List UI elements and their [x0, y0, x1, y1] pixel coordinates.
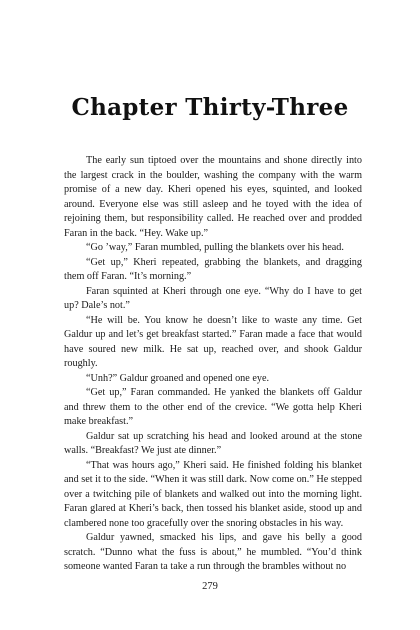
paragraph: “That was hours ago,” Kheri said. He finished folding his blanket and set it to the side. “When it was still dark. Now come on.” He stepped over a twitching pile of blankets and walked out into the morning light. Faran glared at Kheri’s back, then tossed his blanket aside, stood up and clambered none too gracefully over the snoring obstacles in his way.: [64, 459, 362, 529]
paragraph: “Go ’way,” Faran mumbled, pulling the blankets over his head.: [86, 242, 344, 253]
paragraph: “Get up,” Kheri repeated, grabbing the blankets, and dragging them off Faran. “It’s morning.”: [64, 256, 362, 282]
paragraph: The early sun tiptoed over the mountains and shone directly into the largest crack in the boulder, washing the company with the warm promise of a new day. Kheri opened his eyes, squinted, and looked around. Everyone else was still asleep and he toyed with the idea of rejoining them, but responsibility called. He reached over and prodded Faran in the back. “Hey. Wake up.”: [64, 155, 362, 239]
paragraph: “He will be. You know he doesn’t like to waste any time. Get Galdur up and let’s get breakfast started.” Faran made a face that would have soured new milk. He sat up, reached over, and shook Galdur roughly.: [64, 314, 362, 369]
paragraph: Galdur yawned, smacked his lips, and gave his belly a good scratch. “Dunno what the fuss is about,” he mumbled. “You’d think someone wanted Faran ta take a run through the brambles without no: [64, 532, 362, 572]
paragraph: Faran squinted at Kheri through one eye. “Why do I have to get up? Dale’s not.”: [64, 285, 362, 311]
page-number: 279: [202, 581, 218, 592]
chapter-title: Chapter Thirty-Three: [71, 94, 349, 121]
paragraph: Galdur sat up scratching his head and looked around at the stone walls. “Breakfast? We just ate dinner.”: [64, 430, 362, 456]
paragraph: “Get up,” Faran commanded. He yanked the blankets off Galdur and threw them to the other end of the crevice. “We gotta help Kheri make breakfast.”: [64, 387, 362, 427]
chapter-body: [64, 154, 362, 575]
paragraph: “Unh?” Galdur groaned and opened one eye.: [86, 372, 270, 384]
